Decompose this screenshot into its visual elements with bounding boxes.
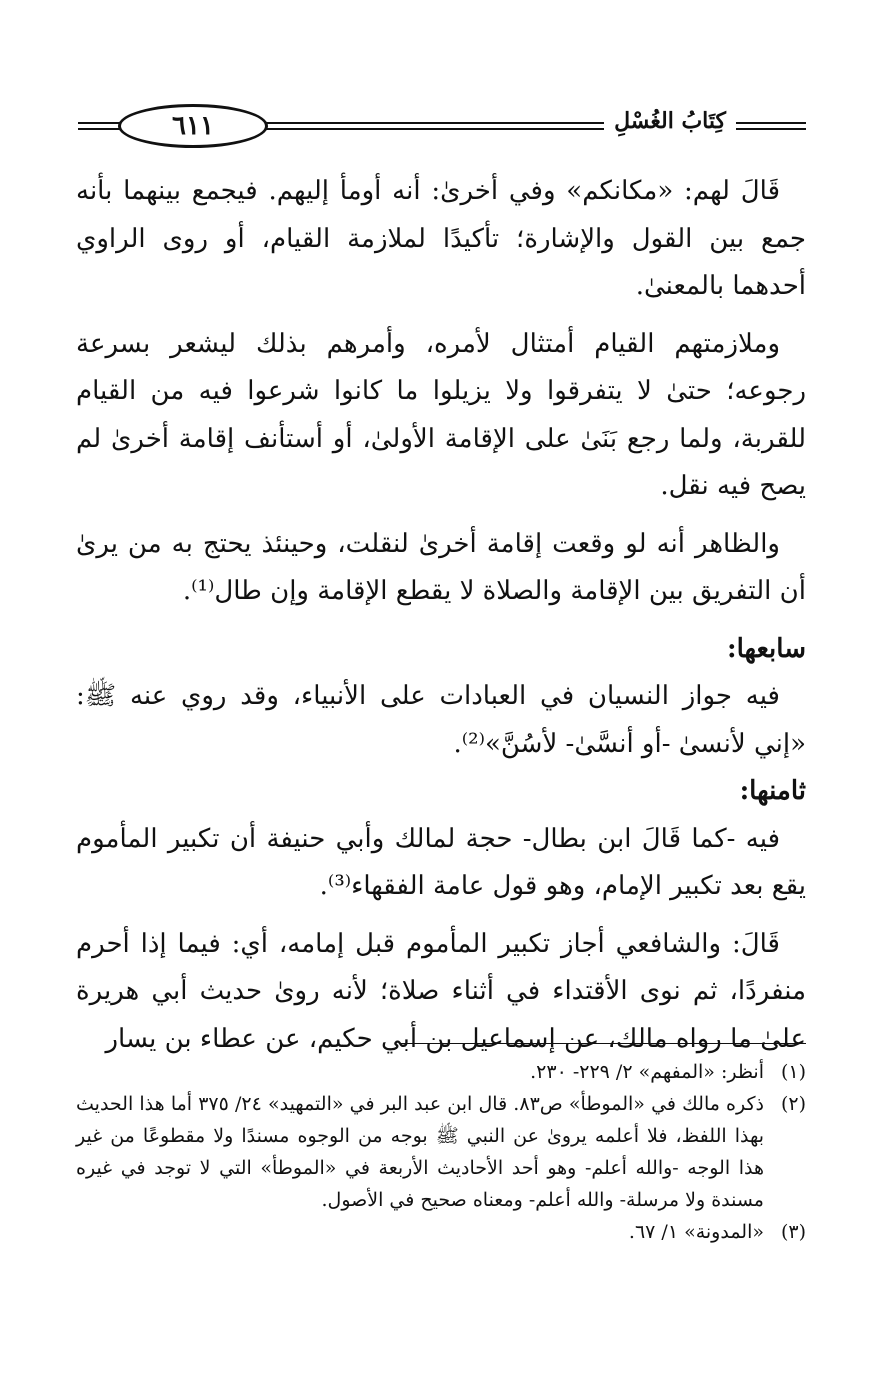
footnotes-divider (400, 1043, 806, 1044)
footnotes (76, 1056, 806, 1248)
header-rule-left-lower (78, 128, 120, 130)
footnote (76, 1216, 806, 1248)
footnote (76, 1056, 806, 1088)
paragraph-6: قَالَ: والشافعي أجاز تكبير المأموم قبل إمامه، أي: فيما إذا أحرم منفردًا، ثم نوى الأقتداء في أثناء صلاة؛ لأنه روىٰ حديث أبي هريرة علىٰ ما رواه مالك، عن إسماعيل بن أبي حكيم، عن عطاء بن يسار (76, 928, 806, 1054)
paragraph-1: قَالَ لهم: «مكانكم» وفي أخرىٰ: أنه أومأ إليهم. فيجمع بينهما بأنه جمع بين القول والإشارة؛ تأكيدًا لملازمة القيام، أو روى الراوي أحدهما بالمعنىٰ. (76, 176, 806, 301)
footnote-number: (١) (780, 1061, 806, 1083)
paragraph-4: فيه جواز النسيان في العبادات على الأنبياء، وقد روي عنه ﷺ: «إني لأنسىٰ -أو أنسَّىٰ- لأسُنَّ»⁽²⁾. (76, 681, 806, 759)
page-header (78, 100, 806, 158)
footnote-number: (٣) (780, 1221, 806, 1243)
footnote (76, 1088, 806, 1216)
footnote-text: أنظر: «المفهم» ٢/ ٢٢٩- ٢٣٠. (530, 1061, 764, 1083)
footnote-text: «المدونة» ١/ ٦٧. (628, 1221, 764, 1243)
paragraph-3: والظاهر أنه لو وقعت إقامة أخرىٰ لنقلت، وحينئذ يحتج به من يرىٰ أن التفريق بين الإقامة والصلاة لا يقطع الإقامة وإن طال⁽¹⁾. (76, 528, 806, 606)
footnote-number: (٢) (780, 1093, 806, 1115)
section-label-seventh: سابعها: (727, 633, 806, 664)
paragraph-2: وملازمتهم القيام أمتثال لأمره، وأمرهم بذلك ليشعر بسرعة رجوعه؛ حتىٰ لا يتفرقوا ولا يزيلوا ما كانوا شرعوا فيه من القيام للقربة، ولما رجع بَنَىٰ على الإقامة الأولىٰ، أو أستأنف إقامة أخرىٰ لم يصح فيه نقل. (76, 328, 806, 501)
main-text (76, 168, 806, 1063)
section-label-eighth: ثامنها: (739, 776, 806, 806)
footnote-text: ذكره مالك في «الموطأ» ص٨٣. قال ابن عبد البر في «التمهيد» ٢٤/ ٣٧٥ أما هذا الحديث بهذا اللفظ، فلا أعلمه يروىٰ عن النبي ﷺ بوجه من الوجوه مسندًا ولا مقطوعًا من غير هذا الوجه -والله أعلم- وهو أحد الأحاديث الأربعة في «الموطأ» التي لا توجد في غيره مسندة ولا مرسلة- والله أعلم- ومعناه صحيح في الأصول. (76, 1093, 764, 1211)
page-number: ٦١١ (118, 104, 268, 148)
header-rule-left (78, 122, 120, 124)
chapter-title: كِتَابُ الغُسْلِ (604, 108, 736, 134)
paragraph-5: فيه -كما قَالَ ابن بطال- حجة لمالك وأبي حنيفة أن تكبير المأموم يقع بعد تكبير الإمام، وهو قول عامة الفقهاء⁽³⁾. (76, 823, 806, 901)
